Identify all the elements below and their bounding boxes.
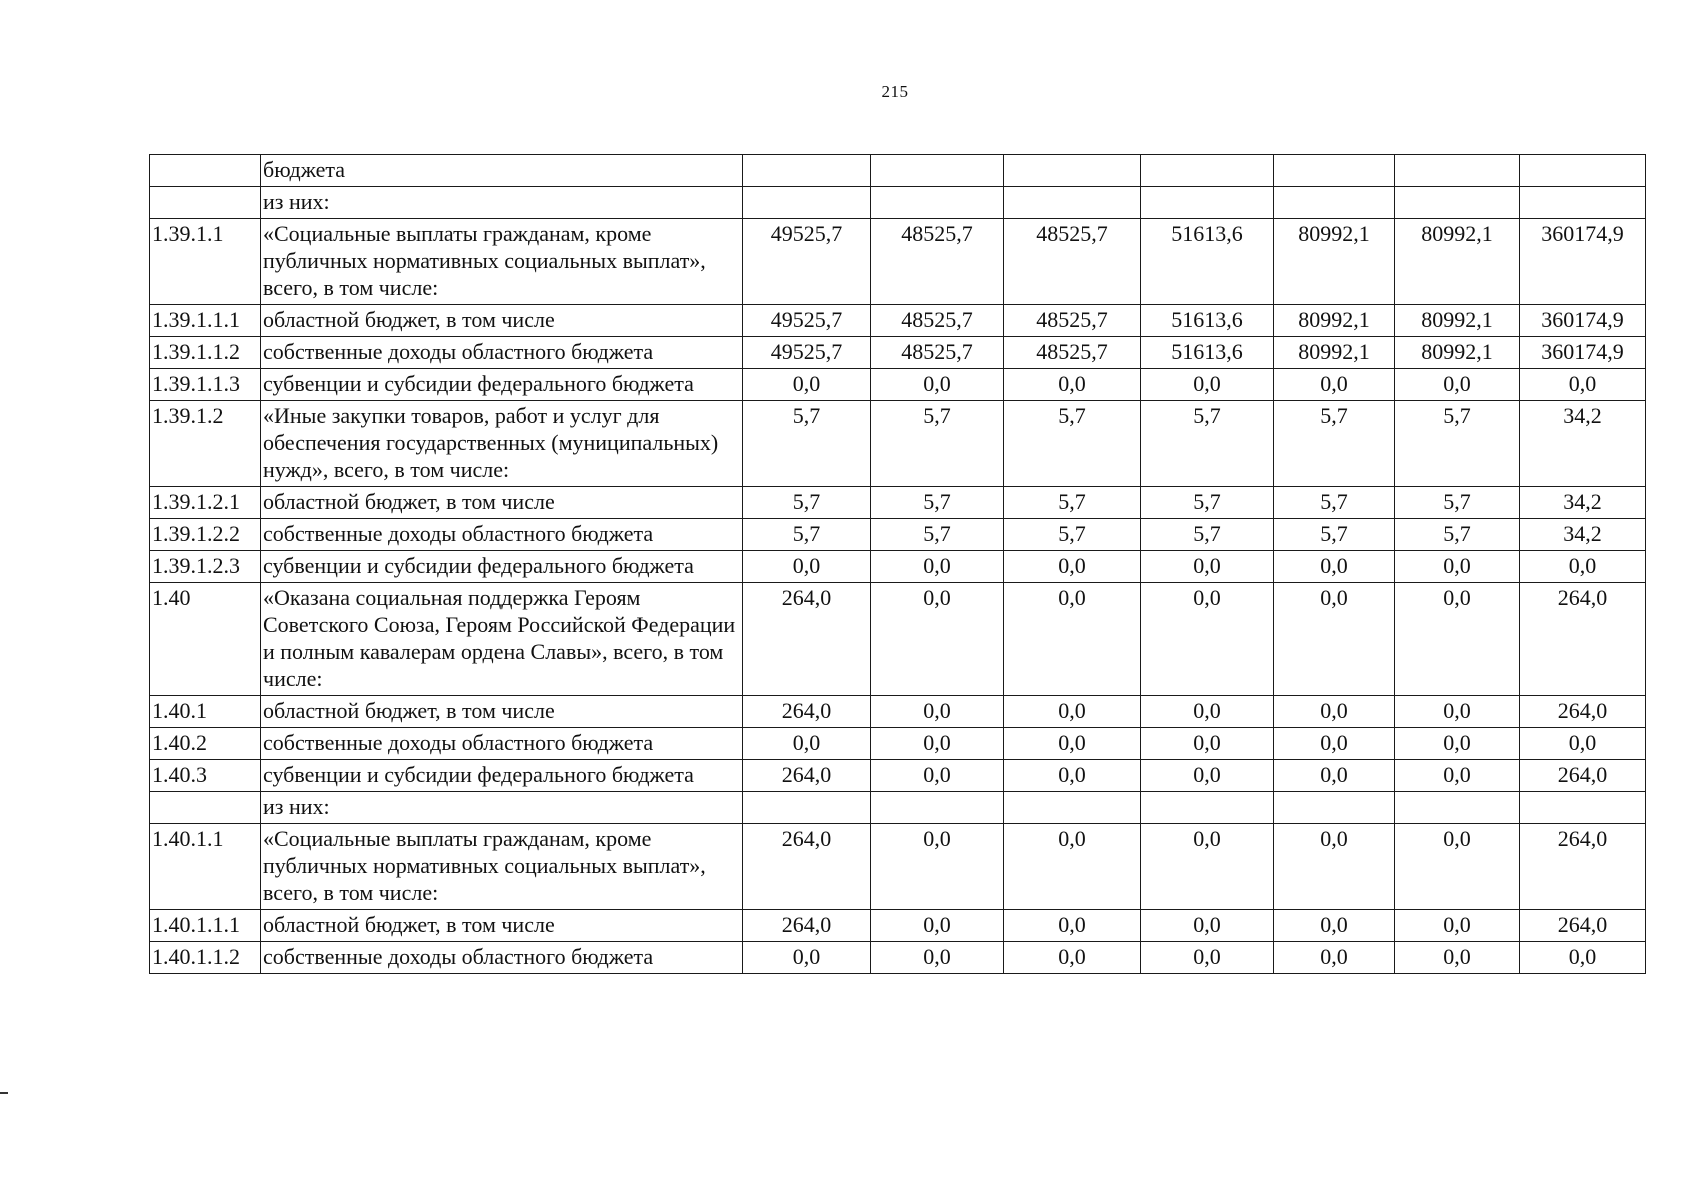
- row-value-cell: 0,0: [1141, 824, 1274, 910]
- row-value-cell: [1141, 792, 1274, 824]
- row-description-cell: субвенции и субсидии федерального бюджета: [261, 760, 743, 792]
- row-description-cell: «Иные закупки товаров, работ и услуг для обеспечения государственных (муниципальных) нужд», всего, в том числе:: [261, 401, 743, 487]
- row-value-cell: 34,2: [1520, 487, 1646, 519]
- row-value-cell: 0,0: [871, 760, 1004, 792]
- row-value-cell: 0,0: [1395, 824, 1520, 910]
- row-value-cell: [1004, 792, 1141, 824]
- row-code-cell: 1.39.1.1.3: [150, 369, 261, 401]
- row-code-cell: 1.40.2: [150, 728, 261, 760]
- row-value-cell: 0,0: [871, 728, 1004, 760]
- margin-mark: [0, 1092, 8, 1094]
- row-value-cell: 49525,7: [743, 219, 871, 305]
- row-value-cell: 0,0: [1395, 369, 1520, 401]
- row-value-cell: 0,0: [1274, 728, 1395, 760]
- row-value-cell: 48525,7: [871, 305, 1004, 337]
- row-value-cell: [1004, 187, 1141, 219]
- row-code-cell: 1.40.1: [150, 696, 261, 728]
- row-value-cell: 51613,6: [1141, 337, 1274, 369]
- row-description-cell: из них:: [261, 187, 743, 219]
- row-value-cell: 360174,9: [1520, 219, 1646, 305]
- table-row: [150, 519, 1646, 551]
- row-value-cell: 0,0: [1520, 728, 1646, 760]
- row-value-cell: [743, 155, 871, 187]
- row-value-cell: 0,0: [1395, 942, 1520, 974]
- row-value-cell: 264,0: [1520, 910, 1646, 942]
- row-value-cell: 264,0: [743, 760, 871, 792]
- row-description-cell: субвенции и субсидии федерального бюджета: [261, 369, 743, 401]
- row-value-cell: 0,0: [743, 728, 871, 760]
- row-value-cell: 0,0: [1395, 760, 1520, 792]
- row-value-cell: 0,0: [1004, 696, 1141, 728]
- row-value-cell: 5,7: [1004, 519, 1141, 551]
- row-value-cell: [743, 792, 871, 824]
- row-code-cell: 1.40.1.1: [150, 824, 261, 910]
- row-value-cell: 80992,1: [1395, 219, 1520, 305]
- row-value-cell: [1141, 187, 1274, 219]
- row-value-cell: [871, 155, 1004, 187]
- row-value-cell: 48525,7: [1004, 305, 1141, 337]
- table-row: [150, 369, 1646, 401]
- row-value-cell: [1395, 187, 1520, 219]
- row-value-cell: 264,0: [743, 583, 871, 696]
- row-code-cell: [150, 187, 261, 219]
- row-value-cell: 0,0: [1395, 910, 1520, 942]
- row-value-cell: 0,0: [1274, 760, 1395, 792]
- row-value-cell: 264,0: [1520, 824, 1646, 910]
- row-value-cell: 0,0: [1141, 551, 1274, 583]
- row-value-cell: 5,7: [1141, 487, 1274, 519]
- row-value-cell: 80992,1: [1395, 337, 1520, 369]
- row-value-cell: 0,0: [1004, 910, 1141, 942]
- row-value-cell: 0,0: [871, 583, 1004, 696]
- row-value-cell: 0,0: [871, 369, 1004, 401]
- row-code-cell: [150, 792, 261, 824]
- row-value-cell: [1395, 792, 1520, 824]
- table-row: [150, 583, 1646, 696]
- table-row: [150, 187, 1646, 219]
- row-value-cell: 5,7: [871, 487, 1004, 519]
- row-code-cell: 1.39.1.2.3: [150, 551, 261, 583]
- row-code-cell: 1.39.1.1: [150, 219, 261, 305]
- row-value-cell: 5,7: [871, 401, 1004, 487]
- row-value-cell: 0,0: [871, 824, 1004, 910]
- row-value-cell: 5,7: [1274, 401, 1395, 487]
- row-value-cell: 0,0: [1004, 728, 1141, 760]
- row-code-cell: 1.40: [150, 583, 261, 696]
- row-value-cell: 0,0: [1004, 824, 1141, 910]
- row-code-cell: 1.40.1.1.2: [150, 942, 261, 974]
- row-value-cell: 0,0: [743, 551, 871, 583]
- row-value-cell: 49525,7: [743, 305, 871, 337]
- row-description-cell: собственные доходы областного бюджета: [261, 728, 743, 760]
- row-value-cell: 0,0: [1274, 910, 1395, 942]
- row-value-cell: 0,0: [1004, 369, 1141, 401]
- row-value-cell: [1141, 155, 1274, 187]
- row-value-cell: [1004, 155, 1141, 187]
- row-value-cell: 0,0: [1274, 551, 1395, 583]
- row-code-cell: 1.39.1.2.2: [150, 519, 261, 551]
- row-value-cell: 5,7: [1141, 401, 1274, 487]
- row-value-cell: 0,0: [1141, 583, 1274, 696]
- row-value-cell: 5,7: [1004, 487, 1141, 519]
- row-value-cell: 34,2: [1520, 519, 1646, 551]
- row-value-cell: 48525,7: [871, 337, 1004, 369]
- row-value-cell: 0,0: [1274, 369, 1395, 401]
- row-value-cell: 0,0: [1141, 728, 1274, 760]
- table-row: [150, 792, 1646, 824]
- row-value-cell: 5,7: [743, 401, 871, 487]
- row-description-cell: «Оказана социальная поддержка Героям Советского Союза, Героям Российской Федерации и полным кавалерам ордена Славы», всего, в том числе:: [261, 583, 743, 696]
- page-number: 215: [881, 82, 909, 101]
- row-value-cell: 0,0: [1274, 583, 1395, 696]
- row-value-cell: 0,0: [1004, 760, 1141, 792]
- row-code-cell: 1.39.1.2.1: [150, 487, 261, 519]
- row-code-cell: 1.39.1.1.1: [150, 305, 261, 337]
- table-body: [150, 155, 1646, 974]
- row-value-cell: 5,7: [1141, 519, 1274, 551]
- row-value-cell: 49525,7: [743, 337, 871, 369]
- table-row: [150, 910, 1646, 942]
- row-description-cell: из них:: [261, 792, 743, 824]
- row-value-cell: 0,0: [871, 942, 1004, 974]
- row-value-cell: [743, 187, 871, 219]
- row-value-cell: 80992,1: [1395, 305, 1520, 337]
- row-value-cell: [1274, 155, 1395, 187]
- row-value-cell: 80992,1: [1274, 337, 1395, 369]
- row-value-cell: 264,0: [1520, 760, 1646, 792]
- budget-table: [149, 154, 1646, 974]
- table-row: [150, 337, 1646, 369]
- row-value-cell: 0,0: [1141, 369, 1274, 401]
- table-row: [150, 696, 1646, 728]
- row-description-cell: бюджета: [261, 155, 743, 187]
- table-row: [150, 305, 1646, 337]
- row-value-cell: 264,0: [743, 696, 871, 728]
- table-row: [150, 219, 1646, 305]
- row-value-cell: 360174,9: [1520, 337, 1646, 369]
- row-description-cell: областной бюджет, в том числе: [261, 487, 743, 519]
- row-value-cell: [1520, 187, 1646, 219]
- row-code-cell: 1.40.1.1.1: [150, 910, 261, 942]
- row-description-cell: областной бюджет, в том числе: [261, 305, 743, 337]
- table-row: [150, 728, 1646, 760]
- row-value-cell: 34,2: [1520, 401, 1646, 487]
- row-value-cell: 0,0: [871, 696, 1004, 728]
- row-value-cell: 0,0: [1141, 696, 1274, 728]
- row-value-cell: 264,0: [1520, 696, 1646, 728]
- row-value-cell: 0,0: [871, 910, 1004, 942]
- row-value-cell: [1520, 155, 1646, 187]
- row-value-cell: 0,0: [1395, 551, 1520, 583]
- table-row: [150, 942, 1646, 974]
- row-value-cell: 0,0: [1395, 583, 1520, 696]
- row-value-cell: 360174,9: [1520, 305, 1646, 337]
- row-value-cell: [1274, 187, 1395, 219]
- row-value-cell: 48525,7: [871, 219, 1004, 305]
- row-code-cell: 1.39.1.2: [150, 401, 261, 487]
- row-value-cell: 48525,7: [1004, 337, 1141, 369]
- row-description-cell: «Социальные выплаты гражданам, кроме публичных нормативных социальных выплат», всего, в том числе:: [261, 824, 743, 910]
- row-value-cell: [1274, 792, 1395, 824]
- row-value-cell: 0,0: [871, 551, 1004, 583]
- row-value-cell: 0,0: [1004, 942, 1141, 974]
- row-description-cell: «Социальные выплаты гражданам, кроме публичных нормативных социальных выплат», всего, в том числе:: [261, 219, 743, 305]
- table-row: [150, 824, 1646, 910]
- row-value-cell: 0,0: [1141, 910, 1274, 942]
- row-value-cell: 0,0: [1141, 760, 1274, 792]
- row-value-cell: 5,7: [1274, 519, 1395, 551]
- row-value-cell: 51613,6: [1141, 305, 1274, 337]
- row-value-cell: 0,0: [1274, 696, 1395, 728]
- row-value-cell: 5,7: [871, 519, 1004, 551]
- row-value-cell: 5,7: [743, 519, 871, 551]
- row-value-cell: 51613,6: [1141, 219, 1274, 305]
- row-value-cell: [1520, 792, 1646, 824]
- row-value-cell: 48525,7: [1004, 219, 1141, 305]
- row-value-cell: 80992,1: [1274, 219, 1395, 305]
- row-description-cell: областной бюджет, в том числе: [261, 910, 743, 942]
- row-value-cell: 0,0: [1520, 942, 1646, 974]
- row-value-cell: 5,7: [1274, 487, 1395, 519]
- row-value-cell: 5,7: [1004, 401, 1141, 487]
- table-row: [150, 760, 1646, 792]
- row-value-cell: 5,7: [1395, 487, 1520, 519]
- row-value-cell: 264,0: [743, 824, 871, 910]
- row-value-cell: 264,0: [743, 910, 871, 942]
- row-value-cell: 0,0: [1395, 728, 1520, 760]
- row-code-cell: 1.40.3: [150, 760, 261, 792]
- row-description-cell: собственные доходы областного бюджета: [261, 942, 743, 974]
- table-row: [150, 487, 1646, 519]
- row-value-cell: 80992,1: [1274, 305, 1395, 337]
- row-value-cell: 264,0: [1520, 583, 1646, 696]
- row-value-cell: 0,0: [1520, 551, 1646, 583]
- row-description-cell: субвенции и субсидии федерального бюджета: [261, 551, 743, 583]
- table-row: [150, 155, 1646, 187]
- row-value-cell: 0,0: [1520, 369, 1646, 401]
- row-code-cell: [150, 155, 261, 187]
- row-description-cell: собственные доходы областного бюджета: [261, 337, 743, 369]
- row-value-cell: 5,7: [1395, 401, 1520, 487]
- row-value-cell: 0,0: [1004, 551, 1141, 583]
- row-value-cell: 0,0: [743, 942, 871, 974]
- table-row: [150, 401, 1646, 487]
- row-value-cell: 0,0: [743, 369, 871, 401]
- row-description-cell: областной бюджет, в том числе: [261, 696, 743, 728]
- row-value-cell: [871, 187, 1004, 219]
- row-value-cell: 0,0: [1141, 942, 1274, 974]
- row-value-cell: 5,7: [1395, 519, 1520, 551]
- row-value-cell: 0,0: [1395, 696, 1520, 728]
- table-row: [150, 551, 1646, 583]
- row-code-cell: 1.39.1.1.2: [150, 337, 261, 369]
- row-value-cell: 0,0: [1274, 824, 1395, 910]
- row-value-cell: 0,0: [1004, 583, 1141, 696]
- row-value-cell: 0,0: [1274, 942, 1395, 974]
- row-value-cell: [871, 792, 1004, 824]
- row-description-cell: собственные доходы областного бюджета: [261, 519, 743, 551]
- row-value-cell: [1395, 155, 1520, 187]
- row-value-cell: 5,7: [743, 487, 871, 519]
